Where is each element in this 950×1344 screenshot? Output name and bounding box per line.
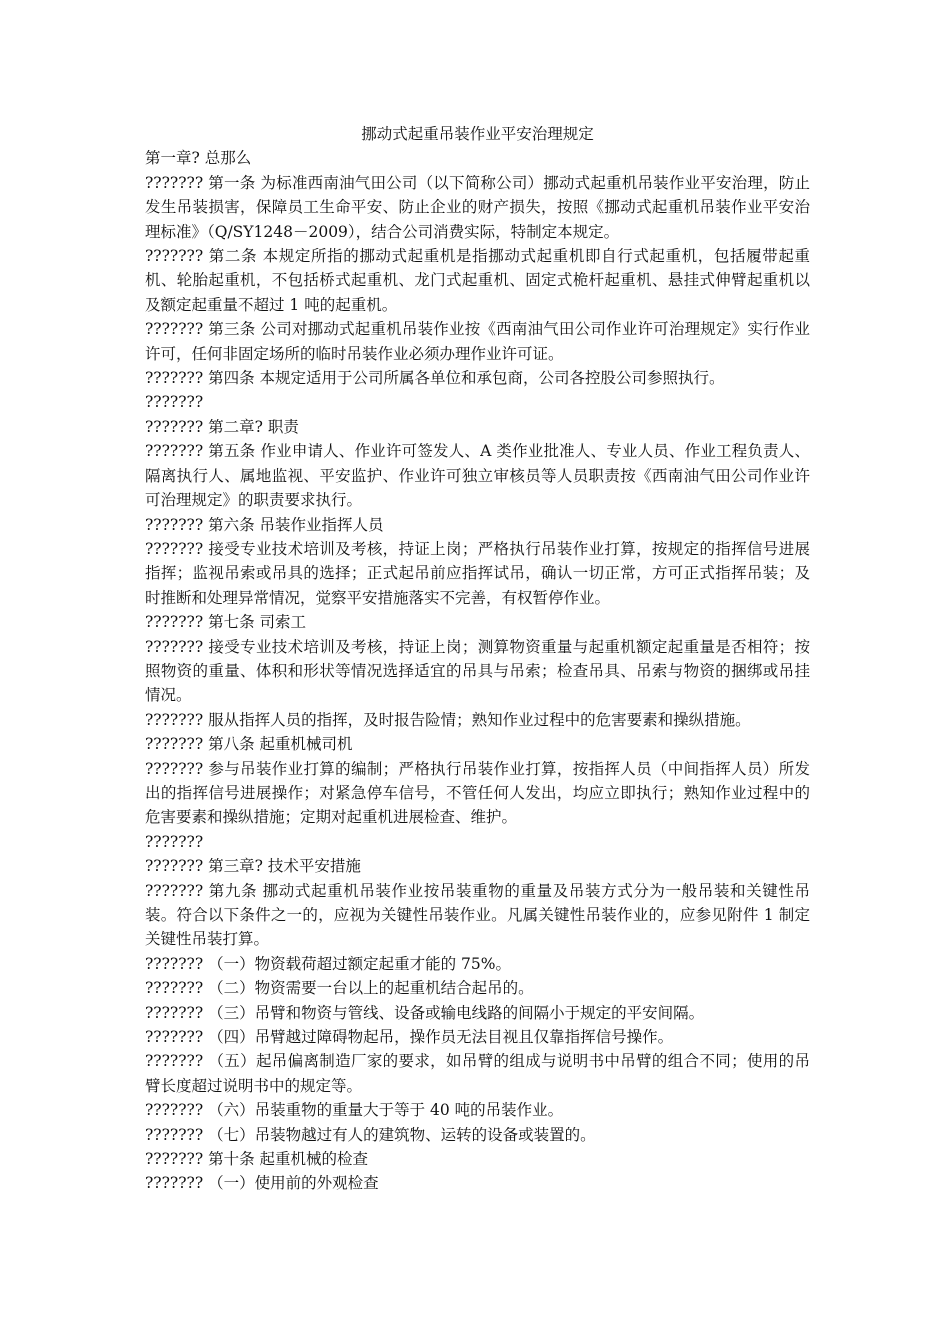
document-page: [145, 122, 810, 1196]
paragraph-item-4: ??????? （四）吊臂越过障碍物起吊，操作员无法目视且仅靠指挥信号操作。: [145, 1028, 674, 1047]
document-title: 挪动式起重吊装作业平安治理规定: [361, 125, 594, 143]
paragraph-chapter-3: ??????? 第三章? 技术平安措施: [145, 857, 361, 876]
paragraph-article-1: ??????? 第一条 为标准西南油气田公司（以下简称公司）挪动式起重机吊装作业平安治理，防止发生吊装损害，保障员工生命平安、防止企业的财产损失，按照《挪动式起重机吊装作业平安治理标准》（Q/SY1248－2009），结合公司消费实际，特制定本规定。: [145, 173, 810, 241]
paragraph-item-6: ??????? （六）吊装重物的重量大于等于 40 吨的吊装作业。: [145, 1101, 564, 1120]
paragraph-item-3: ??????? （三）吊臂和物资与管线、设备或输电线路的间隔小于规定的平安间隔。: [145, 1003, 705, 1022]
paragraph-article-7-body-2: ??????? 服从指挥人员的指挥，及时报告险情；熟知作业过程中的危害要素和操纵措施。: [145, 710, 751, 729]
paragraph-article-7-body-1: ??????? 接受专业技术培训及考核，持证上岗；测算物资重量与起重机额定起重量是否相符；按照物资的重量、体积和形状等情况选择适宜的吊具与吊索；检查吊具、吊索与物资的捆绑或吊挂情况。: [145, 637, 810, 705]
paragraph-item-5: ??????? （五）起吊偏离制造厂家的要求，如吊臂的组成与说明书中吊臂的组合不同；使用的吊臂长度超过说明书中的规定等。: [145, 1052, 810, 1095]
paragraph-article-7: ??????? 第七条 司索工: [145, 613, 307, 632]
paragraph-article-10-item-1: ??????? （一）使用前的外观检查: [145, 1174, 379, 1193]
paragraph-item-7: ??????? （七）吊装物越过有人的建筑物、运转的设备或装置的。: [145, 1125, 596, 1144]
paragraph-blank-2: ???????: [145, 832, 204, 851]
paragraph-article-10: ??????? 第十条 起重机械的检查: [145, 1150, 369, 1169]
paragraph-article-2: ??????? 第二条 本规定所指的挪动式起重机是指挪动式起重机即自行式起重机，包括履带起重机、轮胎起重机，不包括桥式起重机、龙门式起重机、固定式桅杆起重机、悬挂式伸臂起重机以及额定起重量不超过 1 吨的起重机。: [145, 247, 810, 314]
paragraph-article-8-body: ??????? 参与吊装作业打算的编制；严格执行吊装作业打算，按指挥人员（中间指挥人员）所发出的指挥信号进展操作；对紧急停车信号，不管任何人发出，均应立即执行；熟知作业过程中的危害要素和操纵措施；定期对起重机进展检查、维护。: [145, 759, 810, 827]
paragraph-article-3: ??????? 第三条 公司对挪动式起重机吊装作业按《西南油气田公司作业许可治理规定》实行作业许可，任何非固定场所的临时吊装作业必须办理作业许可证。: [145, 320, 810, 363]
paragraph-blank-1: ???????: [145, 393, 204, 412]
paragraph-chapter-2: ??????? 第二章? 职责: [145, 417, 299, 436]
paragraph-article-6: ??????? 第六条 吊装作业指挥人员: [145, 515, 384, 534]
paragraph-article-9: ??????? 第九条 挪动式起重机吊装作业按吊装重物的重量及吊装方式分为一般吊装和关键性吊装。符合以下条件之一的，应视为关键性吊装作业。凡属关键性吊装作业的，应参见附件 1 制定关键性吊装打算。: [145, 881, 810, 949]
paragraph-article-6-body: ??????? 接受专业技术培训及考核，持证上岗；严格执行吊装作业打算，按规定的指挥信号进展指挥；监视吊索或吊具的选择；正式起吊前应指挥试吊，确认一切正常，方可正式指挥吊装；及时推断和处理异常情况，觉察平安措施落实不完善，有权暂停作业。: [145, 539, 810, 607]
paragraph-item-2: ??????? （二）物资需要一台以上的起重机结合起吊的。: [145, 979, 534, 998]
paragraph-chapter-1: 第一章? 总那么: [145, 149, 252, 168]
paragraph-article-5: ??????? 第五条 作业申请人、作业许可签发人、A 类作业批准人、专业人员、作业工程负责人、隔离执行人、属地监视、平安监护、作业许可独立审核员等人员职责按《西南油气田公司作业许可治理规定》的职责要求执行。: [145, 442, 810, 510]
paragraph-article-4: ??????? 第四条 本规定适用于公司所属各单位和承包商，公司各控股公司参照执行。: [145, 369, 725, 388]
paragraph-article-8: ??????? 第八条 起重机械司机: [145, 735, 353, 754]
paragraph-item-1: ??????? （一）物资载荷超过额定起重才能的 75%。: [145, 954, 511, 973]
